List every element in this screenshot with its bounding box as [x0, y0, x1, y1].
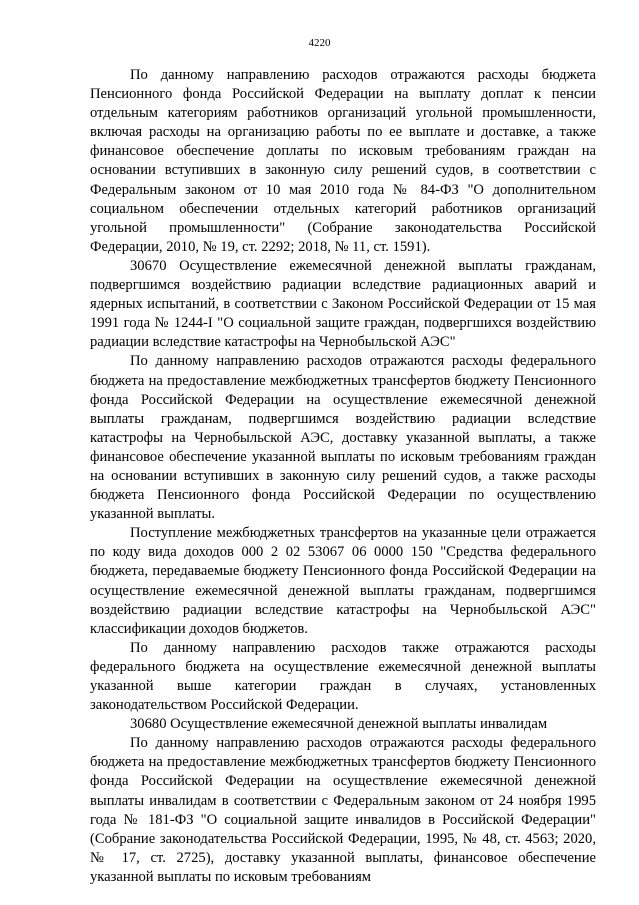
paragraph-disability-payment-expenses: По данному направлению расходов отражаются расходы федерального бюджета на предоставление межбюджетных трансфертов бюджету Пенсионного фонда Российской Федерации на осуществление ежемесячной денежной выплаты инвалидам в соответствии с Федеральным законом от 24 ноября 1995 года № 181-ФЗ "О социальной защите инвалидов в Российской Федерации" (Собрание законодательства Российской Федерации, 1995, № 48, ст. 4563; 2020, № 17, ст. 2725), доставку указанной выплаты, финансовое обеспечение указанной выплаты по исковым требованиям [90, 735, 596, 885]
page-number: 4220 [308, 37, 331, 49]
paragraph-chernobyl-payment-expenses: По данному направлению расходов отражаются расходы федерального бюджета на предоставление межбюджетных трансфертов бюджету Пенсионного фонда Российской Федерации на осуществление ежемесячной денежной выплаты гражданам, подвергшимся воздействию радиации вследствие катастрофы на Чернобыльской АЭС, доставку указанной выплаты, а также финансовое обеспечение указанной выплаты по исковым требованиям граждан на основании вступивших в законную силу решений судов, а также расходы бюджета Пенсионного фонда Российской Федерации по осуществлению указанной выплаты. [90, 353, 596, 523]
heading-30670-radiation-payment: 30670 Осуществление ежемесячной денежной выплаты гражданам, подвергшимся воздействию радиации вследствие радиационных аварий и ядерных испытаний, в соответствии с Законом Российской Федерации от 15 мая 1991 года № 1244-I "О социальной защите граждан, подвергшихся воздействию радиации вследствие катастрофы на Чернобыльской АЭС" [90, 257, 596, 351]
paragraph-transfer-income-code: Поступление межбюджетных трансфертов на указанные цели отражается по коду вида доходов 000 2 02 53067 06 0000 150 "Средства федерального бюджета, передаваемые бюджету Пенсионного фонда Российской Федерации на осуществление ежемесячной денежной выплаты гражданам, подвергшимся воздействию радиации вследствие катастрофы на Чернобыльской АЭС" классификации доходов бюджетов. [90, 525, 596, 637]
paragraph-coal-industry-pension-supplements: По данному направлению расходов отражаются расходы бюджета Пенсионного фонда Российской Федерации на выплату доплат к пенсии отдельным категориям работников организаций угольной промышленности, включая расходы на организацию работы по ее выплате и доставке, а также финансовое обеспечение доплаты по исковым требованиям граждан на основании вступивших в законную силу решений судов, в соответствии с Федеральным законом от 10 мая 2010 года № 84-ФЗ "О дополнительном социальном обеспечении отдельных категорий работников организаций угольной промышленности" (Собрание законодательства Российской Федерации, 2010, № 19, ст. 2292; 2018, № 11, ст. 1591). [90, 67, 596, 255]
paragraph-federal-budget-cases: По данному направлению расходов также отражаются расходы федерального бюджета на осуществление ежемесячной денежной выплаты указанной выше категории граждан в случаях, установленных законодательством Российской Федерации. [90, 639, 596, 714]
page-body [90, 66, 596, 887]
heading-30680-disability-payment: 30680 Осуществление ежемесячной денежной выплаты инвалидам [130, 716, 548, 733]
